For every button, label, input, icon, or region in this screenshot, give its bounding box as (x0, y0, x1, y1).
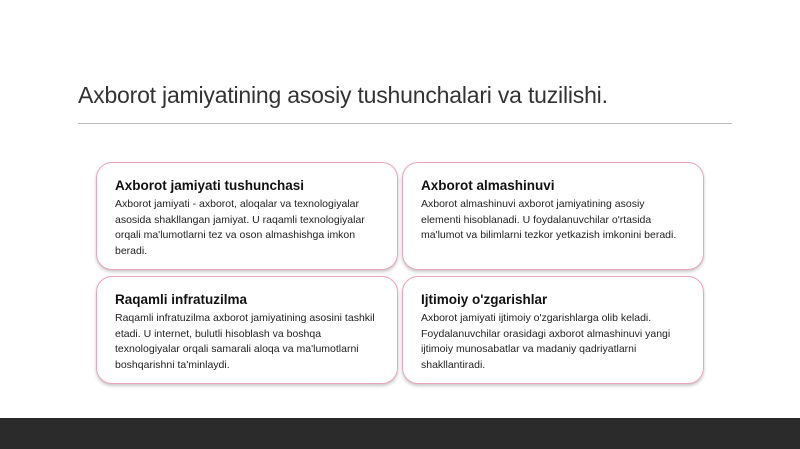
title-divider (78, 123, 732, 124)
slide-title: Axborot jamiyatining asosiy tushunchalari va tuzilishi. (78, 82, 608, 108)
card-social-changes (402, 276, 704, 384)
viewer-bottom-bar (0, 418, 800, 449)
card-body: Axborot almashinuvi axborot jamiyatining asosiy elementi hisoblanadi. U foydalanuvchilar o'rtasida ma'lumot va bilimlarni tezkor yetkazish imkonini beradi. (421, 198, 677, 241)
card-information-society-concept (96, 162, 398, 270)
card-information-exchange (402, 162, 704, 270)
card-digital-infrastructure (96, 276, 398, 384)
card-heading: Axborot jamiyati tushunchasi (115, 178, 305, 193)
card-heading: Axborot almashinuvi (421, 178, 555, 193)
card-body: Raqamli infratuzilma axborot jamiyatining asosini tashkil etadi. U internet, bulutli hisoblash va boshqa texnologiyalar orqali samarali aloqa va ma'lumotlarni boshqarishni ta'minlaydi. (115, 312, 375, 371)
card-heading: Ijtimoiy o'zgarishlar (421, 292, 548, 307)
card-body: Axborot jamiyati ijtimoiy o'zgarishlarga olib keladi. Foydalanuvchilar orasidagi axborot almashinuvi yangi ijtimoiy munosabatlar va madaniy qadriyatlarni shakllantiradi. (421, 312, 671, 371)
card-body: Axborot jamiyati - axborot, aloqalar va texnologiyalar asosida shakllangan jamiyat. U raqamli texnologiyalar orqali ma'lumotlarni tez va oson almashishga imkon beradi. (115, 198, 365, 257)
card-heading: Raqamli infratuzilma (115, 292, 248, 307)
